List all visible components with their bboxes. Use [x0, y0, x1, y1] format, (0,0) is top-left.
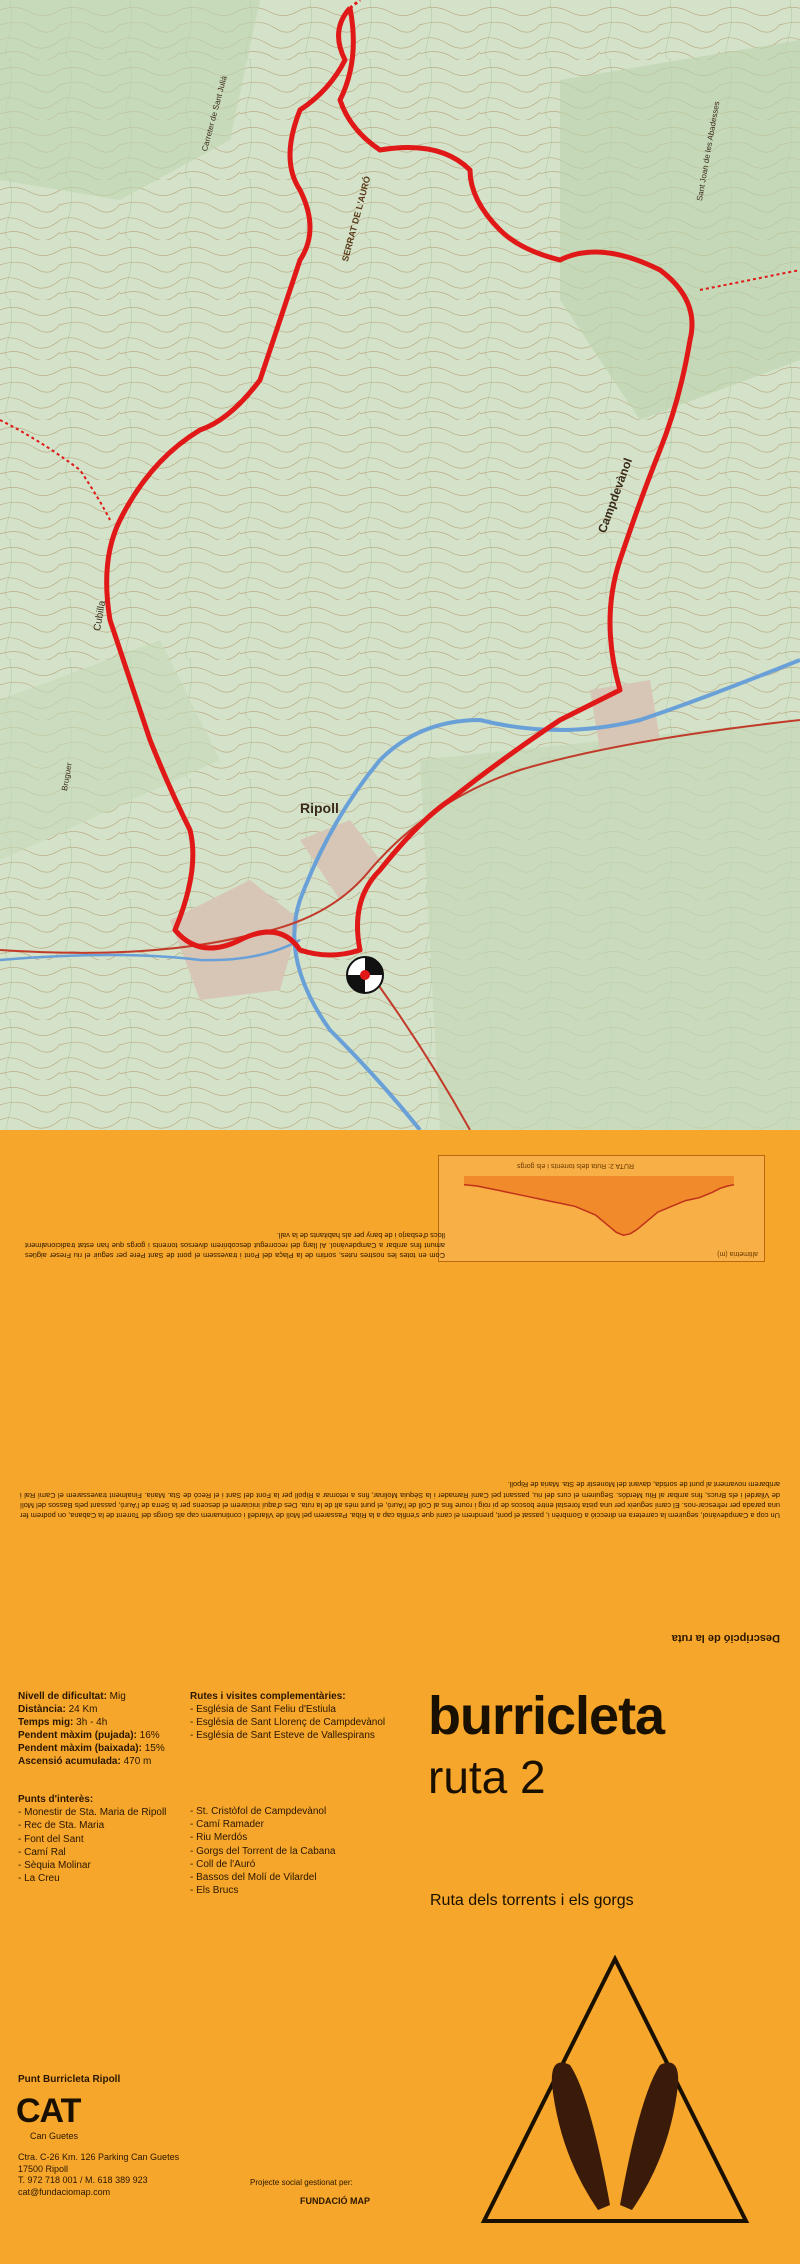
complementary-visits	[190, 1690, 385, 1742]
contact-info	[18, 2152, 179, 2198]
route-map[interactable]	[0, 0, 800, 1130]
visit-item: - Església de Sant Llorenç de Campdevànol	[190, 1717, 386, 1728]
points-of-interest	[18, 1793, 166, 1885]
route-title: burricleta	[428, 1686, 665, 1746]
description-heading: Descripció de la ruta	[671, 1632, 780, 1644]
map-label-serrat: SERRAT DE L'AURÓ	[340, 175, 373, 263]
map-label-campdevanol: Campdevànol	[595, 456, 636, 535]
profile-title: altimetria (m)	[717, 1250, 758, 1257]
stat-value: 16%	[136, 1730, 160, 1741]
phone: T. 972 718 001 / M. 618 389 923	[18, 2175, 148, 2185]
map-label-ripoll: Ripoll	[300, 800, 339, 816]
poi-item: - Riu Merdós	[190, 1832, 248, 1844]
stat-label: Distància:	[18, 1704, 66, 1715]
visit-item: - Església de Sant Feliu d'Estiula	[190, 1704, 336, 1715]
description-intro: Com en totes les nostres rutes, sortim de la Plaça del Pont i travessem el pont de Sant Pere per seguir el riu Freser aigües amunt fins arribar a Campdevànol. Al llarg del recorregut descobrirem diversos torrents i gorgs que han estat tradicionalment llocs d'esbarjo i de bany per als habitants de la vall.	[25, 1230, 445, 1260]
route-subtitle: ruta 2	[428, 1751, 546, 1803]
donkey-ears-logo	[480, 1955, 750, 2225]
address-line: Ctra. C-26 Km. 126 Parking Can Guetes	[18, 2152, 180, 2162]
stat-label: Ascensió acumulada:	[18, 1756, 121, 1767]
stat-value: 470 m	[120, 1756, 152, 1767]
stat-label: Temps mig:	[18, 1717, 74, 1728]
stat-row	[18, 1755, 165, 1768]
map-label-bruguer: Bruguer	[60, 761, 74, 792]
poi-item: - Font del Sant	[18, 1833, 84, 1845]
brand-name: CAT	[16, 2092, 81, 2130]
stat-row	[18, 1729, 165, 1742]
stat-row	[18, 1716, 165, 1729]
stat-row	[18, 1742, 165, 1755]
points-of-interest-2	[190, 1805, 335, 1897]
poi-item: - Bassos del Molí de Vilardel	[190, 1872, 317, 1884]
profile-caption: RUTA 2: Ruta dels torrents i els gorgs	[517, 1162, 634, 1169]
map-label-cubilla: Cubilla	[92, 599, 109, 632]
stat-row	[18, 1703, 165, 1716]
poi-item: - Coll de l'Auró	[190, 1858, 256, 1870]
visit-item: - Església de Sant Esteve de Vallespirans	[190, 1730, 375, 1741]
poi-item: - Els Brucs	[190, 1885, 239, 1897]
brand-sub: Can Guetes	[30, 2131, 79, 2141]
stat-label: Nivell de dificultat:	[18, 1691, 107, 1702]
map-foundation-logo: FUNDACIÓ MAP	[300, 2196, 370, 2206]
point-title: Punt Burricleta Ripoll	[18, 2074, 121, 2085]
stat-label: Pendent màxim (pujada):	[18, 1730, 137, 1741]
poi-item: - St. Cristòfol de Campdevànol	[190, 1806, 327, 1817]
profile-area	[464, 1176, 734, 1235]
stat-value: 3h - 4h	[73, 1717, 108, 1728]
upside-down-section	[0, 1130, 800, 1650]
map-label-carreter: Carreter de Sant Julià	[200, 74, 229, 153]
topographic-map	[0, 0, 800, 1130]
poi-item: - Sèquia Molinar	[18, 1860, 91, 1872]
elevation-profile	[438, 1155, 765, 1262]
poi-item: - Camí Ramader	[190, 1819, 264, 1831]
stat-value: 15%	[141, 1743, 165, 1754]
route-stats	[18, 1690, 165, 1768]
route-tagline: Ruta dels torrents i els gorgs	[430, 1892, 634, 1909]
cat-logo	[16, 2092, 80, 2141]
map-label-sant-joan: Sant Joan de les Abadesses	[695, 100, 722, 202]
visits-heading: Rutes i visites complementàries:	[190, 1691, 346, 1702]
poi-item: - Gorgs del Torrent de la Cabana	[190, 1845, 336, 1857]
project-label: Projecte social gestionat per:	[250, 2178, 353, 2187]
info-panel	[0, 1130, 800, 2264]
email-link[interactable]: cat@fundaciomap.com	[18, 2186, 111, 2197]
poi-item: - Camí Ral	[18, 1846, 66, 1858]
stat-row	[18, 1690, 165, 1703]
stat-value: Mig	[106, 1691, 126, 1702]
address-line: 17500 Ripoll	[18, 2163, 69, 2174]
profile-chart	[439, 1156, 764, 1261]
start-marker-icon[interactable]	[347, 957, 383, 993]
poi-item: - La Creu	[18, 1873, 60, 1885]
stat-value: 24 Km	[65, 1704, 98, 1715]
poi-item: - Monestir de Sta. Maria de Ripoll	[18, 1807, 167, 1819]
poi-item: - Rec de Sta. Maria	[18, 1820, 105, 1832]
description-body: Un cop a Campdevànol, seguirem la carretera en direcció a Gombrèn i, passat el pont, prendrem el camí que s'enfila cap a la Riba. Passarem pel Molí de Vilardell i continuarem cap als Gorgs del Torrent de la Cabana, on podrem fer una parada per refrescar-nos. El camí segueix per una pista forestal entre boscos de pi roig i roure fins al Coll de l'Auró, el punt més alt de la ruta. Des d'aquí iniciarem el descens per la Serra de l'Auró, passant pels Bassos del Molí de Vilardel i els Brucs, fins arribar al Riu Merdós. Seguirem el curs del riu, passant pel Camí Ramader i la Sèquia Molinar, fins a retornar a Ripoll per la Font del Sant i el Recó de Sta. Maria. Finalment travessarem el Camí Ral i arribarem novament al punt de sortida, davant del Monestir de Sta. Maria de Ripoll.	[20, 1480, 780, 1520]
poi-heading: Punts d'interès:	[18, 1794, 94, 1805]
stat-label: Pendent màxim (baixada):	[18, 1743, 142, 1754]
